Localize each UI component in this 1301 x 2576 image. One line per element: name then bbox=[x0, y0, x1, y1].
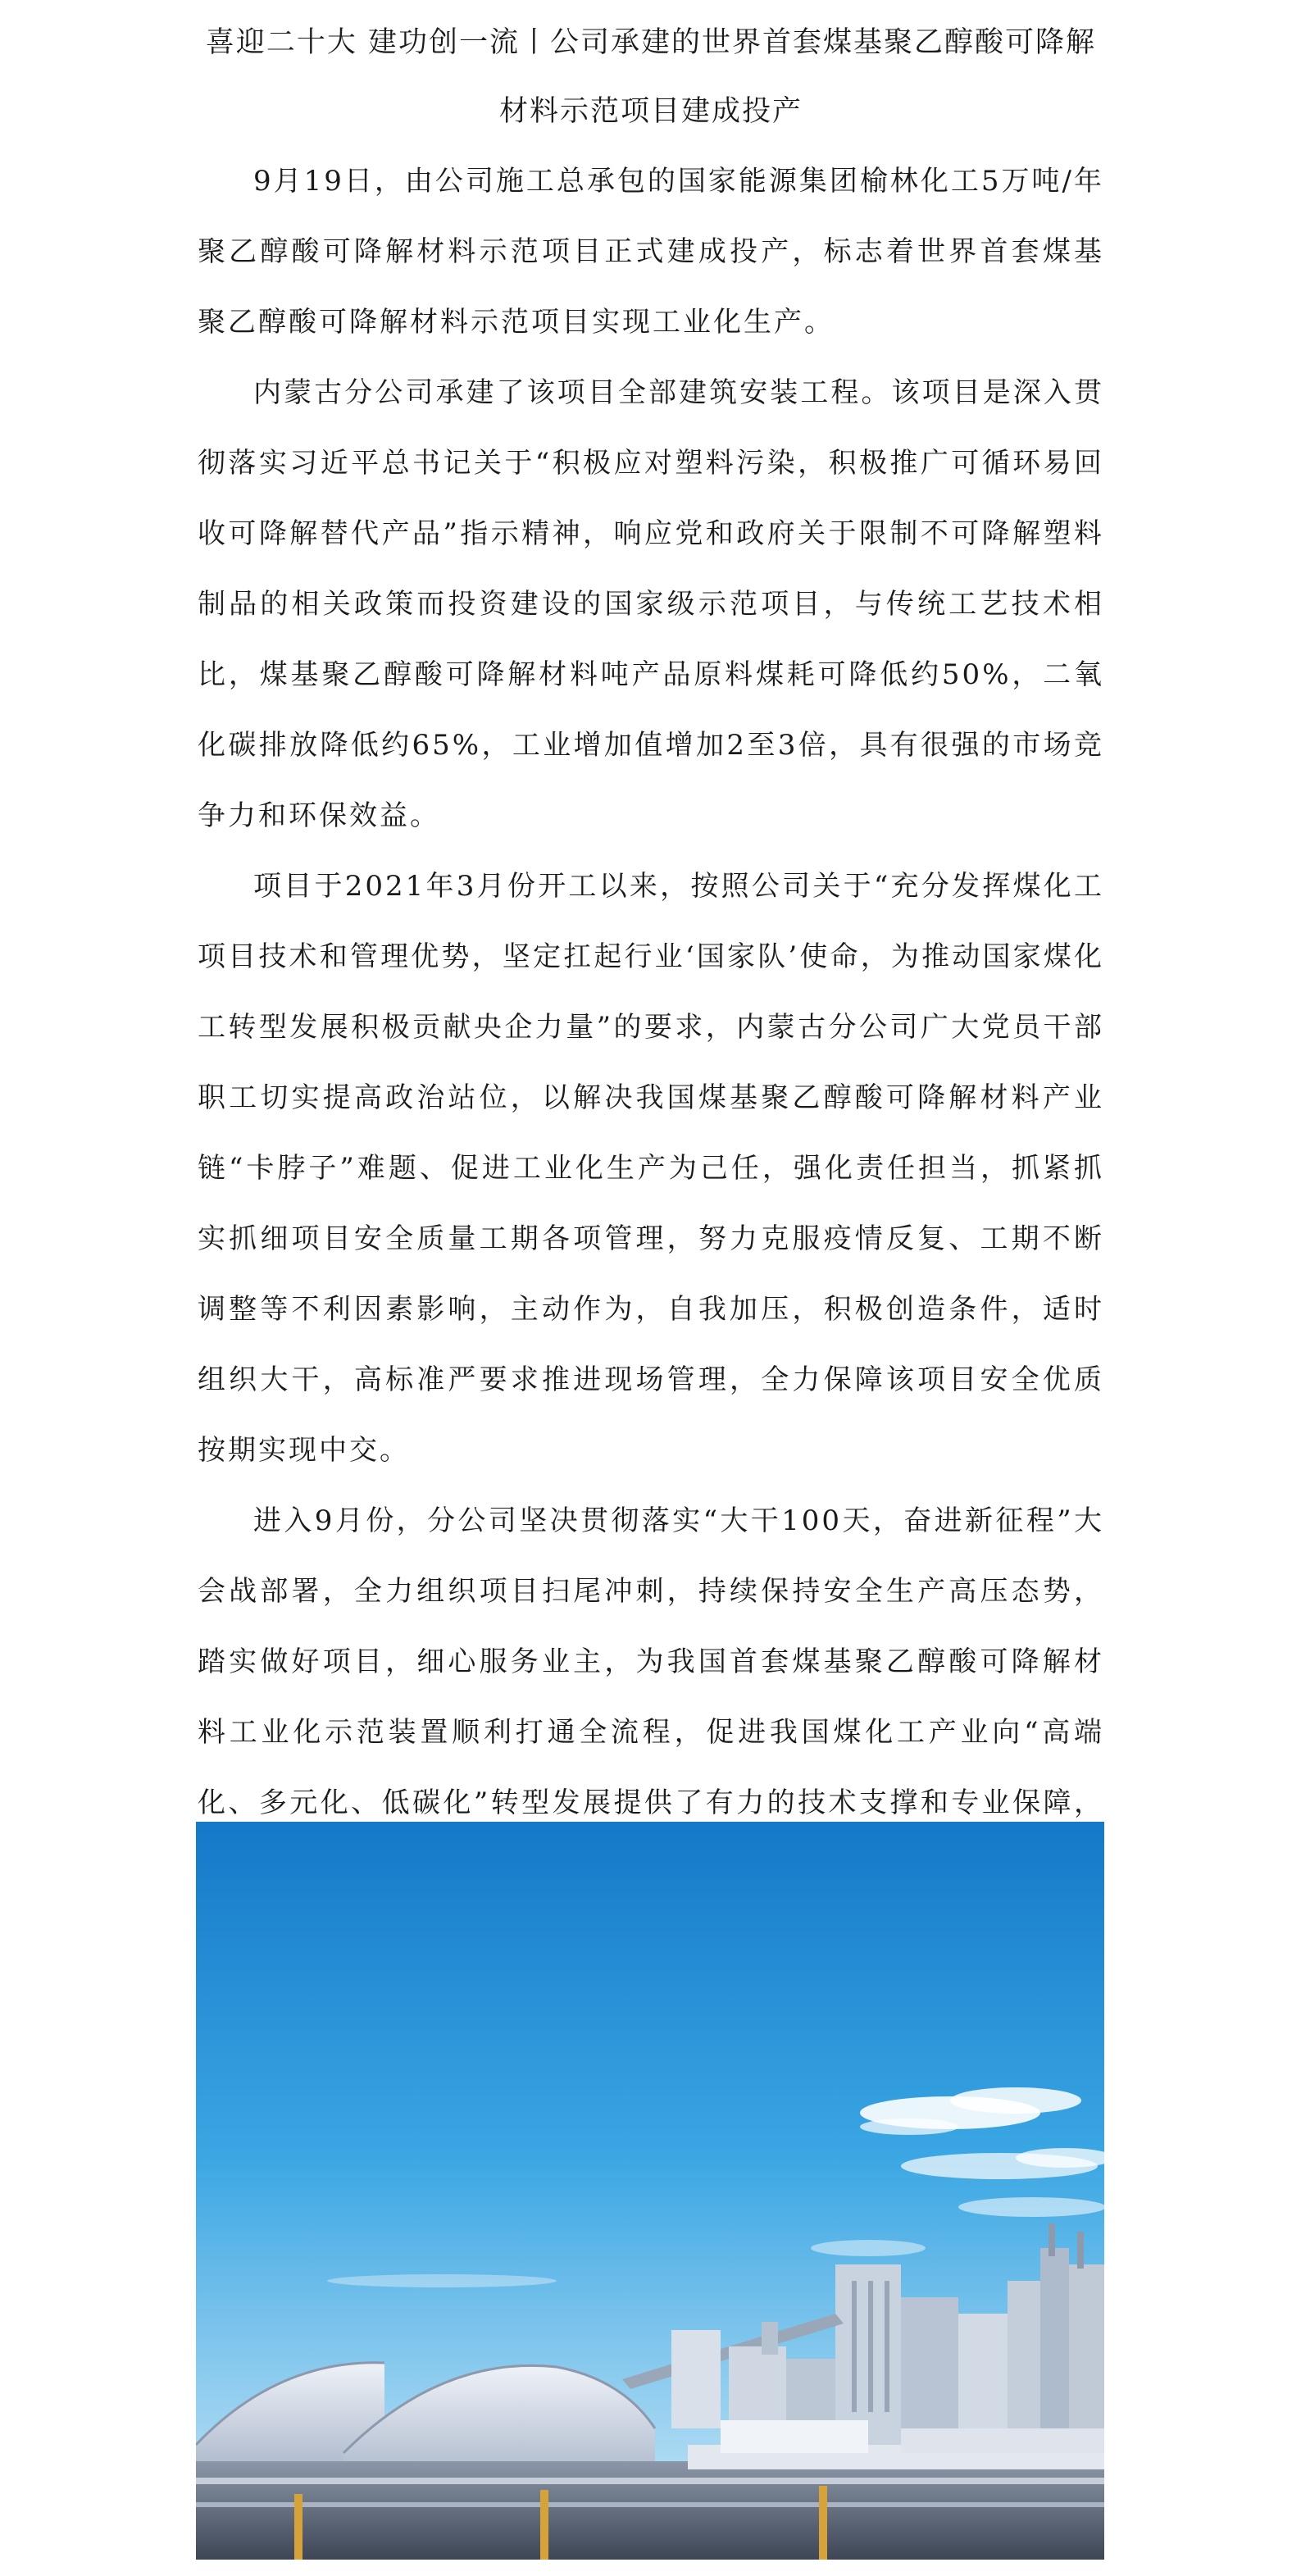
ground bbox=[196, 2461, 1104, 2560]
paragraph-3: 项目于2021年3月份开工以来，按照公司关于“充分发挥煤化工项目技术和管理优势，坚定扛起行业‘国家队’使命，为推动国家煤化工转型发展积极贡献央企力量”的要求，内蒙古分公司广大党员干部职工切实提高政治站位，以解决我国煤基聚乙醇酸可降解材料产业链“卡脖子”难题、促进工业化生产为己任，强化责任担当，抓紧抓实抓细项目安全质量工期各项管理，努力克服疫情反复、工期不断调整等不利因素影响，主动作为，自我加压，积极创造条件，适时组织大干，高标准严要求推进现场管理，全力保障该项目安全优质按期实现中交。 bbox=[198, 870, 1104, 1467]
paragraph-2: 内蒙古分公司承建了该项目全部建筑安装工程。该项目是深入贯彻落实习近平总书记关于“积极应对塑料污染，积极推广可循环易回收可降解替代产品”指示精神，响应党和政府关于限制不可降解塑料制品的相关政策而投资建设的国家级示范项目，与传统工艺技术相比，煤基聚乙醇酸可降解材料吨产品原料煤耗可降低约50%，二氧化碳排放降低约65%，工业增加值增加2至3倍，具有很强的市场竞争力和环保效益。 bbox=[198, 376, 1104, 832]
paragraph-4: 进入9月份，分公司坚决贯彻落实“大干100天，奋进新征程”大会战部署，全力组织项目扫尾冲刺，持续保持安全生产高压态势，踏实做好项目，细心服务业主，为我国首套煤基聚乙醇酸可降解材料工业化示范装置顺利打通全流程，促进我国煤化工产业向“高端化、多元化、低碳化”转型发展提供了有力的技术支撑和专业保障， bbox=[198, 1504, 1104, 1819]
article bbox=[198, 0, 1104, 1909]
paragraph-1: 9月19日，由公司施工总承包的国家能源集团榆林化工5万吨/年聚乙醇酸可降解材料示范项目正式建成投产，标志着世界首套煤基聚乙醇酸可降解材料示范项目实现工业化生产。 bbox=[198, 165, 1104, 339]
project-photo bbox=[196, 1822, 1104, 2560]
article-title: 喜迎二十大 建功创一流丨公司承建的世界首套煤基聚乙醇酸可降解材料示范项目建成投产 bbox=[205, 26, 1097, 128]
industrial-plant-image bbox=[196, 1822, 1104, 2560]
